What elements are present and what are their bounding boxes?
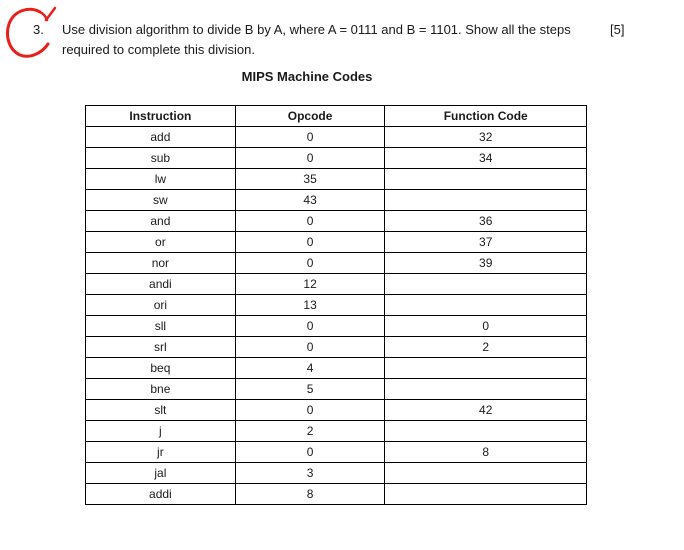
function-code-cell: 8: [385, 442, 587, 463]
question-text-line-1: Use division algorithm to divide B by A, where A = 0111 and B = 1101. Show all the steps: [62, 22, 571, 37]
opcode-cell: 43: [235, 190, 385, 211]
function-code-cell: 37: [385, 232, 587, 253]
function-code-cell: [385, 379, 587, 400]
instruction-cell: nor: [86, 253, 236, 274]
opcode-cell: 0: [235, 232, 385, 253]
opcode-cell: 0: [235, 127, 385, 148]
function-code-cell: [385, 274, 587, 295]
instruction-cell: j: [86, 421, 236, 442]
instruction-cell: srl: [86, 337, 236, 358]
function-code-cell: [385, 190, 587, 211]
opcode-cell: 0: [235, 337, 385, 358]
instruction-cell: bne: [86, 379, 236, 400]
function-code-cell: [385, 358, 587, 379]
opcode-cell: 3: [235, 463, 385, 484]
table-row: [86, 484, 587, 505]
table-row: [86, 379, 587, 400]
function-code-cell: [385, 295, 587, 316]
question-number: 3.: [33, 22, 44, 37]
table-row: [86, 400, 587, 421]
instruction-cell: sll: [86, 316, 236, 337]
function-code-cell: [385, 421, 587, 442]
opcode-cell: 5: [235, 379, 385, 400]
instruction-cell: ori: [86, 295, 236, 316]
table-row: [86, 211, 587, 232]
header-function-code: Function Code: [385, 106, 587, 127]
function-code-cell: 34: [385, 148, 587, 169]
header-instruction: Instruction: [86, 106, 236, 127]
instruction-cell: add: [86, 127, 236, 148]
opcode-cell: 0: [235, 316, 385, 337]
instruction-cell: and: [86, 211, 236, 232]
function-code-cell: 42: [385, 400, 587, 421]
function-code-cell: [385, 484, 587, 505]
instruction-cell: sub: [86, 148, 236, 169]
table-row: [86, 295, 587, 316]
table-row: [86, 190, 587, 211]
table-row: [86, 148, 587, 169]
table-row: [86, 358, 587, 379]
table-title: MIPS Machine Codes: [241, 69, 373, 84]
question-text-line-2: required to complete this division.: [62, 42, 255, 57]
table-row: [86, 253, 587, 274]
mips-codes-table: [85, 105, 587, 505]
function-code-cell: 36: [385, 211, 587, 232]
instruction-cell: lw: [86, 169, 236, 190]
instruction-cell: or: [86, 232, 236, 253]
instruction-cell: sw: [86, 190, 236, 211]
question-marks: [5]: [610, 22, 625, 37]
instruction-cell: jr: [86, 442, 236, 463]
handwritten-circle-annotation: [0, 0, 60, 70]
opcode-cell: 13: [235, 295, 385, 316]
table-row: [86, 442, 587, 463]
opcode-cell: 4: [235, 358, 385, 379]
opcode-cell: 8: [235, 484, 385, 505]
table-row: [86, 337, 587, 358]
table-row: [86, 463, 587, 484]
opcode-cell: 0: [235, 211, 385, 232]
instruction-cell: beq: [86, 358, 236, 379]
instruction-cell: slt: [86, 400, 236, 421]
table-row: [86, 274, 587, 295]
function-code-cell: 39: [385, 253, 587, 274]
instruction-cell: addi: [86, 484, 236, 505]
table-row: [86, 169, 587, 190]
table-row: [86, 316, 587, 337]
table-header-row: [86, 106, 587, 127]
opcode-cell: 0: [235, 400, 385, 421]
function-code-cell: 0: [385, 316, 587, 337]
opcode-cell: 0: [235, 253, 385, 274]
table-row: [86, 421, 587, 442]
table-row: [86, 127, 587, 148]
function-code-cell: [385, 169, 587, 190]
instruction-cell: andi: [86, 274, 236, 295]
header-opcode: Opcode: [235, 106, 385, 127]
opcode-cell: 0: [235, 442, 385, 463]
function-code-cell: 2: [385, 337, 587, 358]
function-code-cell: 32: [385, 127, 587, 148]
opcode-cell: 12: [235, 274, 385, 295]
instruction-cell: jal: [86, 463, 236, 484]
opcode-cell: 35: [235, 169, 385, 190]
opcode-cell: 2: [235, 421, 385, 442]
table-row: [86, 232, 587, 253]
opcode-cell: 0: [235, 148, 385, 169]
function-code-cell: [385, 463, 587, 484]
